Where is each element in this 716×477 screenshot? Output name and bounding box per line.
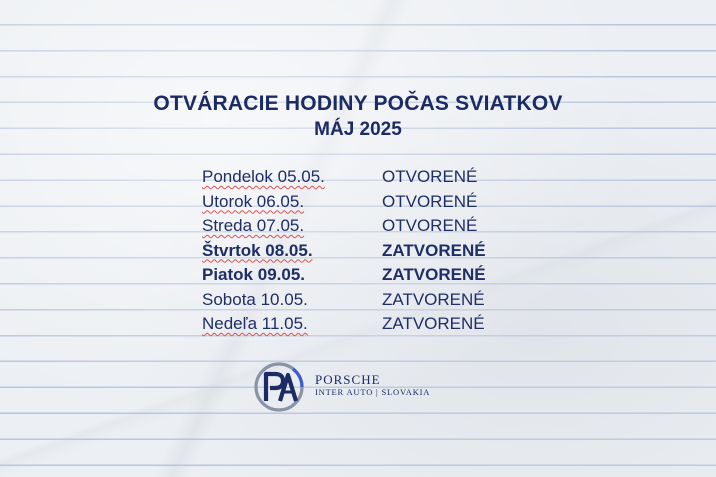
schedule-day: Utorok 06.05. xyxy=(202,191,305,211)
opening-hours-list xyxy=(202,167,522,339)
schedule-row xyxy=(202,167,522,192)
company-logo xyxy=(253,361,453,413)
schedule-status: ZATVORENÉ xyxy=(382,265,486,284)
schedule-day: Štvrtok 08.05. xyxy=(202,240,313,260)
schedule-day: Pondelok 05.05. xyxy=(202,167,325,186)
schedule-day: Streda 07.05. xyxy=(202,216,305,235)
schedule-row xyxy=(202,192,522,217)
schedule-row xyxy=(202,265,522,290)
logo-brand-name: PORSCHE xyxy=(315,372,381,387)
schedule-day: Piatok 09.05. xyxy=(202,265,306,284)
schedule-status: ZATVORENÉ xyxy=(382,240,486,260)
schedule-status: OTVORENÉ xyxy=(382,216,478,235)
schedule-status: OTVORENÉ xyxy=(382,191,478,211)
logo-subline: INTER AUTO | SLOVAKIA xyxy=(315,387,431,397)
pia-logo-icon xyxy=(253,361,305,413)
schedule-day: Sobota 10.05. xyxy=(202,289,308,309)
schedule-status: ZATVORENÉ xyxy=(382,289,485,309)
schedule-day: Nedeľa 11.05. xyxy=(202,314,308,333)
schedule-status: OTVORENÉ xyxy=(382,167,478,186)
schedule-row xyxy=(202,216,522,241)
schedule-row xyxy=(202,314,522,339)
schedule-row xyxy=(202,290,522,315)
schedule-status: ZATVORENÉ xyxy=(382,314,485,333)
page-subtitle: MÁJ 2025 xyxy=(314,119,402,140)
page-title: OTVÁRACIE HODINY POČAS SVIATKOV xyxy=(153,92,563,115)
schedule-row xyxy=(202,241,522,266)
